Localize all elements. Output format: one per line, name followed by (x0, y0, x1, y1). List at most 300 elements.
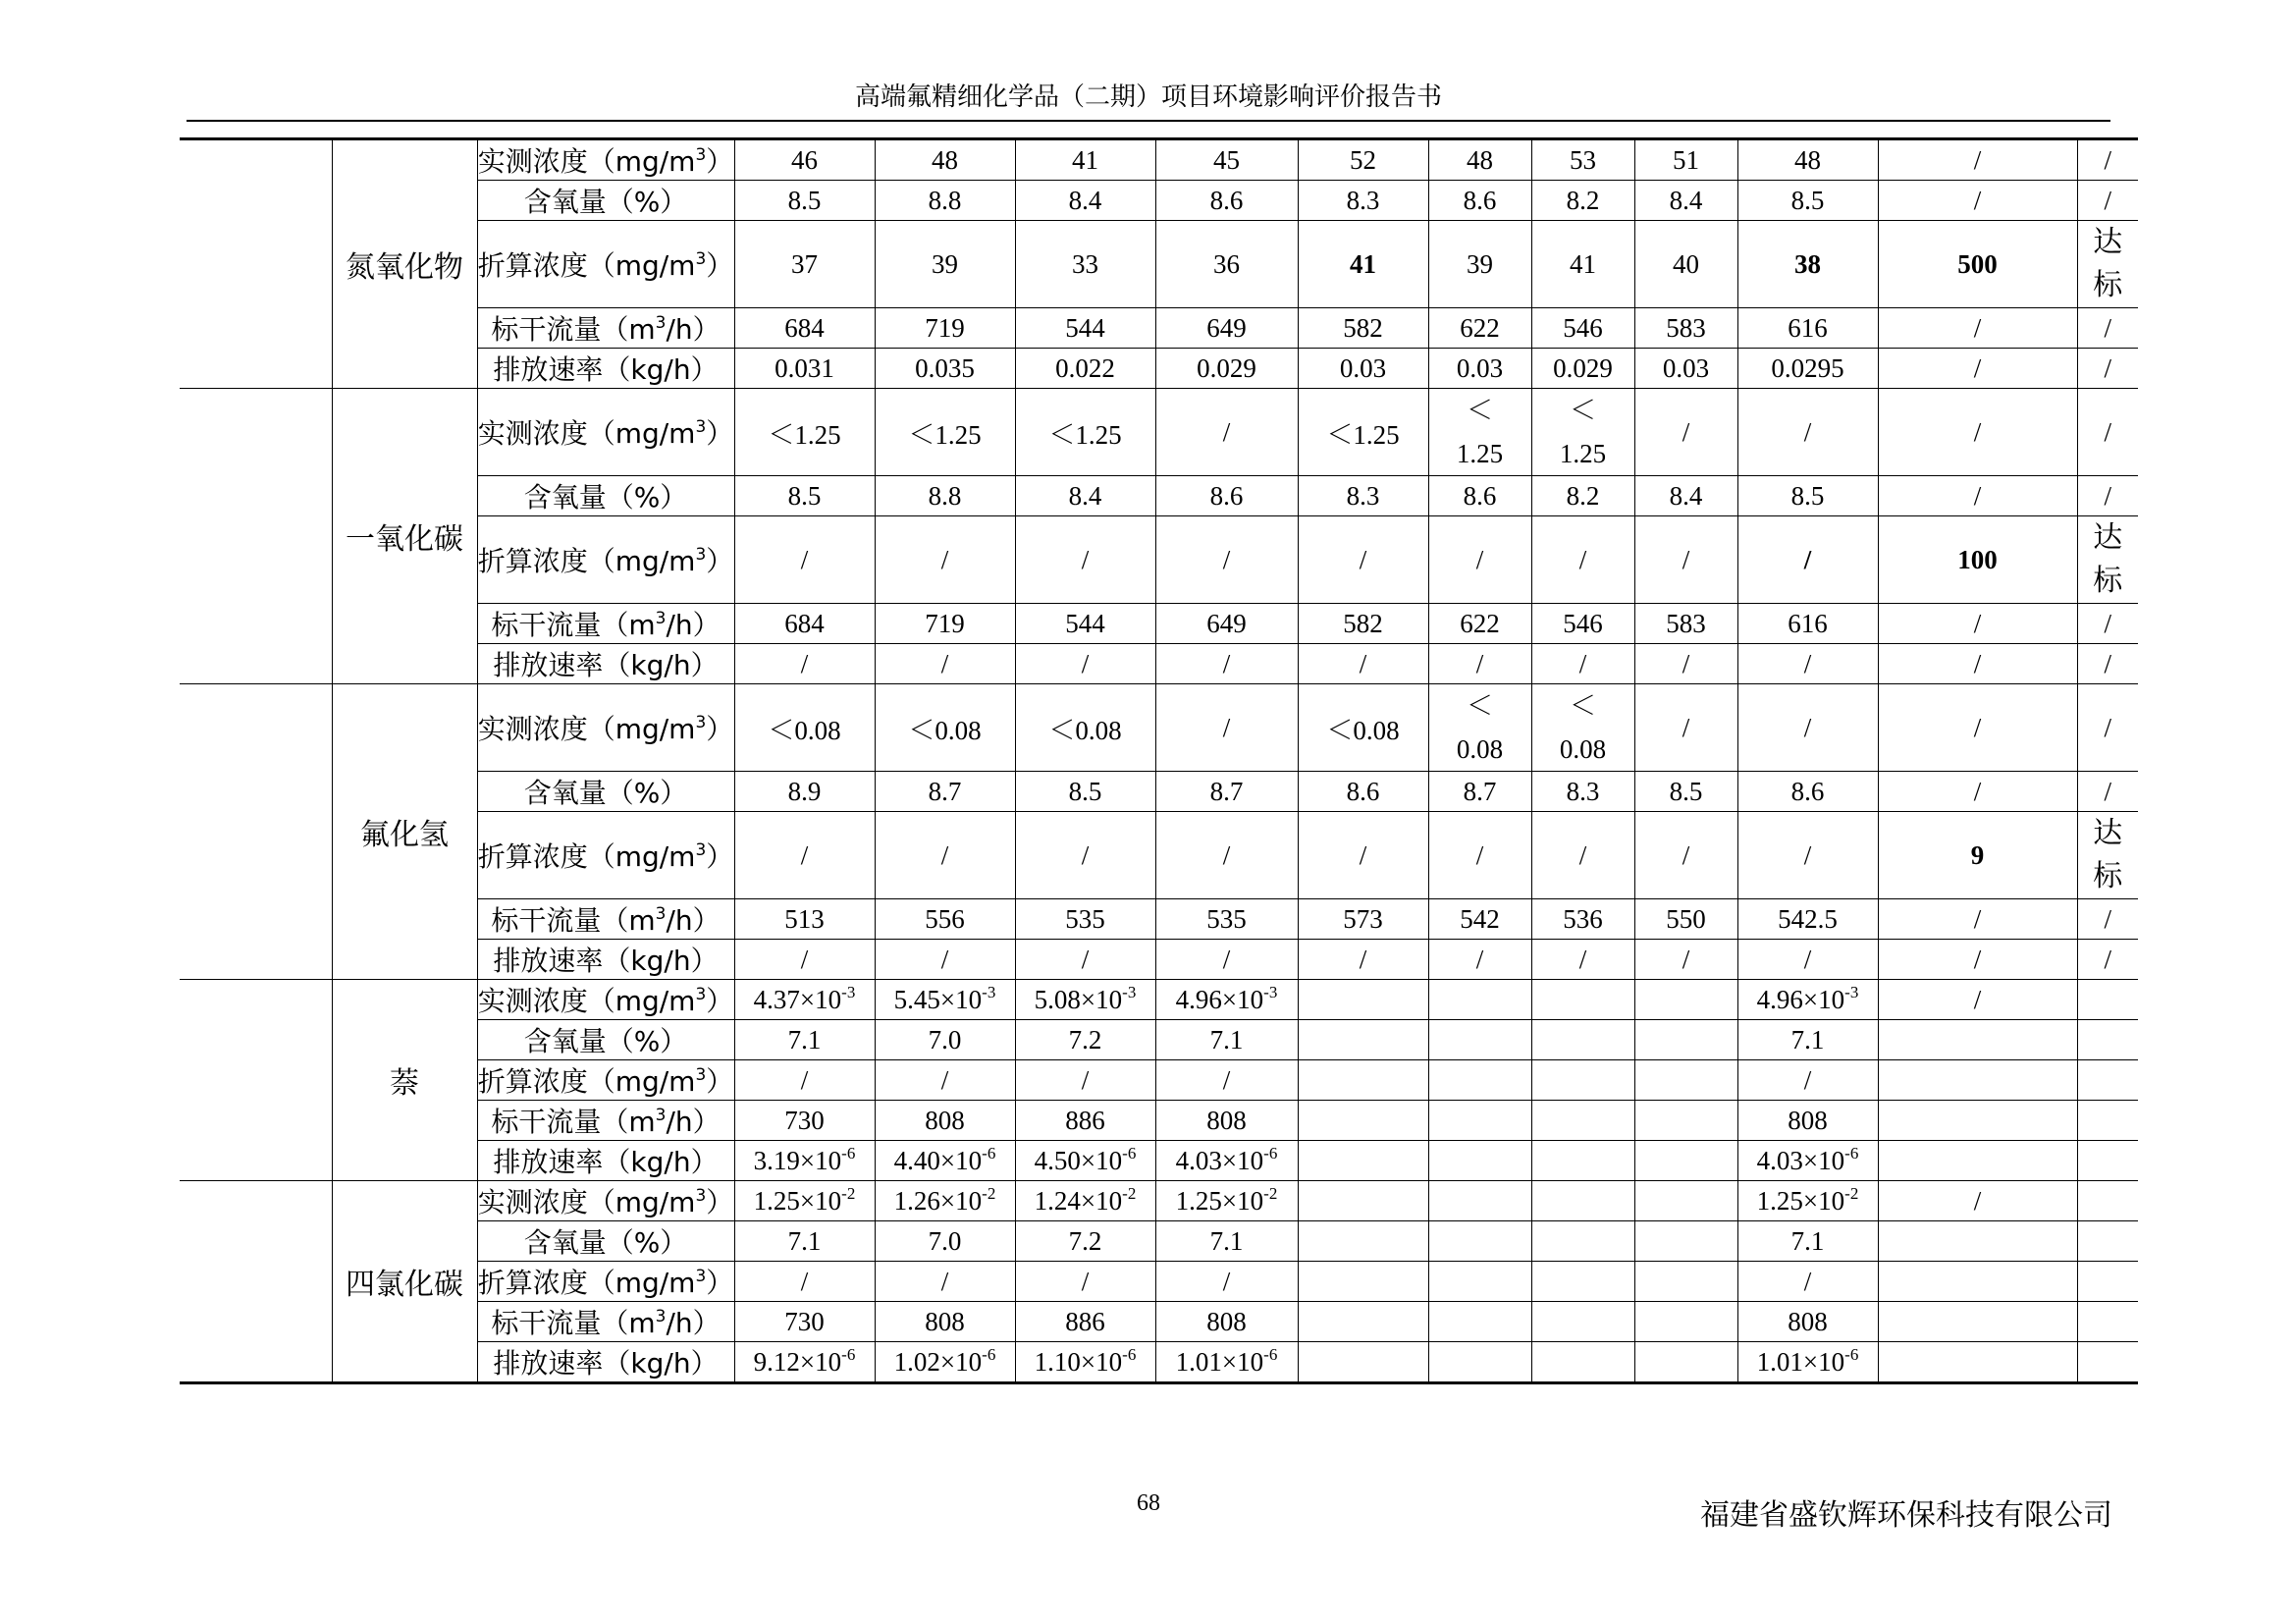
value-cell: / (1428, 644, 1531, 684)
value-cell: 8.8 (875, 476, 1015, 516)
value-cell: 7.1 (1155, 1221, 1298, 1262)
value-cell: ＜0.08 (875, 684, 1015, 772)
value-cell: 544 (1015, 308, 1155, 349)
value-cell (1428, 1020, 1531, 1060)
value-cell: 886 (1015, 1302, 1155, 1342)
value-cell: / (875, 1060, 1015, 1101)
value-cell: 48 (1428, 139, 1531, 181)
result-cell: 达 标 (2077, 516, 2138, 604)
value-cell: / (734, 1262, 875, 1302)
limit-cell: / (1878, 389, 2077, 476)
blank-cell (180, 684, 332, 980)
value-cell (1298, 1181, 1428, 1221)
value-cell: 52 (1298, 139, 1428, 181)
value-cell: $4.50\times 10^{-6}$ (1015, 1141, 1155, 1181)
parameter-label: 实测浓度$(mg/m^3)$ (477, 1181, 734, 1221)
value-cell: / (1428, 940, 1531, 980)
parameter-label: 实测浓度$(mg/m^3)$ (477, 139, 734, 181)
parameter-label: 折算浓度$(mg/m^3)$ (477, 516, 734, 604)
value-cell: 8.3 (1298, 476, 1428, 516)
parameter-label: 排放速率（kg/h） (477, 1141, 734, 1181)
value-cell: $1.25\times 10^{-2}$ (734, 1181, 875, 1221)
value-cell: / (1634, 516, 1737, 604)
parameter-label: 排放速率（kg/h） (477, 1342, 734, 1383)
value-cell (1428, 1101, 1531, 1141)
value-cell: 622 (1428, 308, 1531, 349)
result-cell (2077, 980, 2138, 1020)
value-cell (1298, 1221, 1428, 1262)
parameter-label: 折算浓度$(mg/m^3)$ (477, 221, 734, 308)
value-cell: / (875, 940, 1015, 980)
value-cell: / (1155, 1262, 1298, 1302)
value-cell: 583 (1634, 308, 1737, 349)
limit-cell: / (1878, 684, 2077, 772)
value-cell: 0.022 (1015, 349, 1155, 389)
value-cell: 39 (1428, 221, 1531, 308)
value-cell: 8.7 (1428, 772, 1531, 812)
value-cell: 8.6 (1155, 181, 1298, 221)
value-cell: 556 (875, 899, 1015, 940)
value-cell (1298, 1101, 1428, 1141)
limit-cell: / (1878, 980, 2077, 1020)
limit-cell: / (1878, 181, 2077, 221)
page-number: 68 (1137, 1490, 1160, 1516)
value-cell (1531, 1181, 1634, 1221)
result-cell (2077, 1221, 2138, 1262)
value-cell: / (1155, 940, 1298, 980)
value-cell: 536 (1531, 899, 1634, 940)
value-cell: / (875, 516, 1015, 604)
value-cell: 48 (875, 139, 1015, 181)
value-cell: $4.96\times 10^{-3}$ (1155, 980, 1298, 1020)
parameter-label: 含氧量（%） (477, 1020, 734, 1060)
value-cell: 616 (1737, 308, 1878, 349)
value-cell: / (1531, 812, 1634, 899)
value-cell: $5.08\times 10^{-3}$ (1015, 980, 1155, 1020)
parameter-label: 实测浓度$(mg/m^3)$ (477, 980, 734, 1020)
value-cell: ＜1.25 (1298, 389, 1428, 476)
value-cell: 8.5 (1737, 476, 1878, 516)
value-cell: 808 (1155, 1101, 1298, 1141)
value-cell: 8.7 (1155, 772, 1298, 812)
table-row (180, 684, 2138, 772)
value-cell: ＜ 0.08 (1531, 684, 1634, 772)
limit-cell: / (1878, 899, 2077, 940)
result-cell: / (2077, 349, 2138, 389)
value-cell: 8.4 (1015, 181, 1155, 221)
value-cell: 7.0 (875, 1020, 1015, 1060)
value-cell: / (1015, 1262, 1155, 1302)
emission-monitoring-table (180, 137, 2138, 1384)
value-cell: / (875, 644, 1015, 684)
value-cell: / (1298, 644, 1428, 684)
value-cell (1298, 1060, 1428, 1101)
value-cell: / (1737, 516, 1878, 604)
value-cell (1428, 1060, 1531, 1101)
limit-cell (1878, 1342, 2077, 1383)
pollutant-name: 萘 (332, 980, 477, 1181)
table-row (180, 980, 2138, 1020)
value-cell: $1.25\times 10^{-2}$ (1737, 1181, 1878, 1221)
value-cell: 53 (1531, 139, 1634, 181)
value-cell: 46 (734, 139, 875, 181)
result-cell: / (2077, 181, 2138, 221)
result-cell (2077, 1020, 2138, 1060)
value-cell: / (734, 516, 875, 604)
value-cell: 808 (875, 1101, 1015, 1141)
value-cell: / (1737, 684, 1878, 772)
value-cell: 37 (734, 221, 875, 308)
value-cell: 582 (1298, 604, 1428, 644)
value-cell: $1.25\times 10^{-2}$ (1155, 1181, 1298, 1221)
value-cell: ＜ 0.08 (1428, 684, 1531, 772)
limit-cell: 100 (1878, 516, 2077, 604)
value-cell: 8.6 (1155, 476, 1298, 516)
value-cell: 8.3 (1298, 181, 1428, 221)
value-cell: 573 (1298, 899, 1428, 940)
value-cell (1428, 1141, 1531, 1181)
result-cell: / (2077, 684, 2138, 772)
limit-cell (1878, 1262, 2077, 1302)
value-cell: 719 (875, 308, 1015, 349)
value-cell: 51 (1634, 139, 1737, 181)
value-cell: / (1155, 1060, 1298, 1101)
value-cell: $4.03\times 10^{-6}$ (1155, 1141, 1298, 1181)
value-cell: / (1155, 389, 1298, 476)
value-cell: $1.26\times 10^{-2}$ (875, 1181, 1015, 1221)
value-cell (1634, 1342, 1737, 1383)
value-cell: / (734, 1060, 875, 1101)
value-cell: ＜0.08 (734, 684, 875, 772)
parameter-label: 折算浓度$(mg/m^3)$ (477, 1060, 734, 1101)
result-cell: / (2077, 604, 2138, 644)
parameter-label: 含氧量（%） (477, 1221, 734, 1262)
value-cell: 45 (1155, 139, 1298, 181)
value-cell: 684 (734, 604, 875, 644)
value-cell: / (1634, 684, 1737, 772)
value-cell: 582 (1298, 308, 1428, 349)
value-cell: 0.03 (1634, 349, 1737, 389)
parameter-label: 含氧量（%） (477, 181, 734, 221)
value-cell: / (1737, 1060, 1878, 1101)
table-row (180, 389, 2138, 476)
value-cell: $4.37\times 10^{-3}$ (734, 980, 875, 1020)
value-cell (1428, 1221, 1531, 1262)
value-cell: 719 (875, 604, 1015, 644)
value-cell (1531, 1342, 1634, 1383)
result-cell (2077, 1181, 2138, 1221)
value-cell: 0.031 (734, 349, 875, 389)
value-cell (1428, 1262, 1531, 1302)
value-cell: 48 (1737, 139, 1878, 181)
value-cell: $3.19\times 10^{-6}$ (734, 1141, 875, 1181)
value-cell: / (875, 1262, 1015, 1302)
value-cell: $4.03\times 10^{-6}$ (1737, 1141, 1878, 1181)
value-cell: / (1531, 644, 1634, 684)
value-cell: / (734, 644, 875, 684)
value-cell (1634, 980, 1737, 1020)
parameter-label: 折算浓度$(mg/m^3)$ (477, 812, 734, 899)
value-cell: ＜0.08 (1015, 684, 1155, 772)
value-cell: 8.2 (1531, 476, 1634, 516)
value-cell: 36 (1155, 221, 1298, 308)
table-row (180, 1181, 2138, 1221)
parameter-label: 含氧量（%） (477, 772, 734, 812)
value-cell (1634, 1141, 1737, 1181)
value-cell: / (1298, 812, 1428, 899)
value-cell: 8.6 (1428, 476, 1531, 516)
value-cell: ＜ 1.25 (1531, 389, 1634, 476)
result-cell: / (2077, 476, 2138, 516)
value-cell (1531, 1060, 1634, 1101)
value-cell: 8.5 (1737, 181, 1878, 221)
value-cell: 8.5 (734, 181, 875, 221)
value-cell: 8.4 (1634, 476, 1737, 516)
result-cell (2077, 1060, 2138, 1101)
value-cell: $1.01\times 10^{-6}$ (1155, 1342, 1298, 1383)
blank-cell (180, 980, 332, 1181)
value-cell (1298, 1141, 1428, 1181)
value-cell (1428, 980, 1531, 1020)
value-cell: / (1015, 940, 1155, 980)
limit-cell (1878, 1141, 2077, 1181)
value-cell (1428, 1342, 1531, 1383)
value-cell: 808 (1737, 1302, 1878, 1342)
value-cell: 7.2 (1015, 1020, 1155, 1060)
value-cell (1531, 1101, 1634, 1141)
value-cell (1634, 1221, 1737, 1262)
value-cell: 8.8 (875, 181, 1015, 221)
value-cell (1634, 1181, 1737, 1221)
value-cell: 730 (734, 1302, 875, 1342)
value-cell (1634, 1262, 1737, 1302)
value-cell: 0.03 (1298, 349, 1428, 389)
limit-cell: / (1878, 940, 2077, 980)
value-cell: 39 (875, 221, 1015, 308)
value-cell: ＜1.25 (1015, 389, 1155, 476)
value-cell: 0.029 (1155, 349, 1298, 389)
value-cell: 8.6 (1737, 772, 1878, 812)
value-cell: 544 (1015, 604, 1155, 644)
value-cell: 8.4 (1634, 181, 1737, 221)
limit-cell (1878, 1302, 2077, 1342)
result-cell (2077, 1101, 2138, 1141)
pollutant-name: 一氧化碳 (332, 389, 477, 684)
parameter-label: 排放速率（kg/h） (477, 349, 734, 389)
value-cell: 0.03 (1428, 349, 1531, 389)
parameter-label: 含氧量（%） (477, 476, 734, 516)
value-cell: 40 (1634, 221, 1737, 308)
value-cell: / (1155, 516, 1298, 604)
result-cell (2077, 1302, 2138, 1342)
value-cell (1634, 1302, 1737, 1342)
limit-cell (1878, 1221, 2077, 1262)
result-cell: / (2077, 139, 2138, 181)
value-cell: 7.1 (1737, 1020, 1878, 1060)
result-cell: / (2077, 644, 2138, 684)
result-cell (2077, 1141, 2138, 1181)
result-cell (2077, 1262, 2138, 1302)
value-cell: 8.4 (1015, 476, 1155, 516)
value-cell: 8.9 (734, 772, 875, 812)
value-cell: 7.1 (1737, 1221, 1878, 1262)
value-cell: $1.01\times 10^{-6}$ (1737, 1342, 1878, 1383)
value-cell: 550 (1634, 899, 1737, 940)
value-cell: 8.3 (1531, 772, 1634, 812)
parameter-label: 实测浓度$(mg/m^3)$ (477, 684, 734, 772)
blank-cell (180, 389, 332, 684)
limit-cell: 9 (1878, 812, 2077, 899)
value-cell: 7.0 (875, 1221, 1015, 1262)
value-cell: 583 (1634, 604, 1737, 644)
value-cell (1298, 980, 1428, 1020)
limit-cell: / (1878, 349, 2077, 389)
value-cell: / (1015, 644, 1155, 684)
value-cell: / (1737, 644, 1878, 684)
value-cell: $5.45\times 10^{-3}$ (875, 980, 1015, 1020)
result-cell: 达 标 (2077, 812, 2138, 899)
value-cell: 542 (1428, 899, 1531, 940)
value-cell: 808 (1737, 1101, 1878, 1141)
value-cell: 0.0295 (1737, 349, 1878, 389)
value-cell: 886 (1015, 1101, 1155, 1141)
value-cell: / (1634, 812, 1737, 899)
limit-cell (1878, 1101, 2077, 1141)
value-cell (1428, 1302, 1531, 1342)
result-cell: / (2077, 899, 2138, 940)
value-cell: 41 (1015, 139, 1155, 181)
value-cell: ＜0.08 (1298, 684, 1428, 772)
value-cell: 7.1 (1155, 1020, 1298, 1060)
limit-cell: / (1878, 772, 2077, 812)
value-cell: 622 (1428, 604, 1531, 644)
limit-cell (1878, 1020, 2077, 1060)
value-cell: 8.6 (1428, 181, 1531, 221)
value-cell: / (1634, 644, 1737, 684)
value-cell: 546 (1531, 308, 1634, 349)
value-cell: $1.02\times 10^{-6}$ (875, 1342, 1015, 1383)
value-cell: / (1531, 940, 1634, 980)
value-cell (1298, 1302, 1428, 1342)
value-cell: / (1737, 1262, 1878, 1302)
value-cell: 730 (734, 1101, 875, 1141)
value-cell: ＜1.25 (875, 389, 1015, 476)
parameter-label: 标干流量$(m^3/h)$ (477, 1101, 734, 1141)
value-cell: 0.029 (1531, 349, 1634, 389)
value-cell: 41 (1531, 221, 1634, 308)
pollutant-name: 四氯化碳 (332, 1181, 477, 1383)
value-cell: 8.2 (1531, 181, 1634, 221)
value-cell: $1.24\times 10^{-2}$ (1015, 1181, 1155, 1221)
value-cell: 8.7 (875, 772, 1015, 812)
value-cell: / (1737, 389, 1878, 476)
page-header-title: 高端氟精细化学品（二期）项目环境影响评价报告书 (854, 82, 1442, 112)
value-cell: / (1737, 812, 1878, 899)
value-cell: / (1015, 516, 1155, 604)
parameter-label: 标干流量$(m^3/h)$ (477, 899, 734, 940)
value-cell: / (1298, 940, 1428, 980)
parameter-label: 标干流量$(m^3/h)$ (477, 604, 734, 644)
value-cell: $4.40\times 10^{-6}$ (875, 1141, 1015, 1181)
limit-cell: / (1878, 476, 2077, 516)
value-cell: / (734, 812, 875, 899)
value-cell (1298, 1020, 1428, 1060)
value-cell: / (1428, 516, 1531, 604)
table-row (180, 139, 2138, 181)
value-cell: ＜ 1.25 (1428, 389, 1531, 476)
limit-cell: / (1878, 644, 2077, 684)
value-cell: / (1155, 812, 1298, 899)
parameter-label: 折算浓度$(mg/m^3)$ (477, 1262, 734, 1302)
value-cell: 808 (1155, 1302, 1298, 1342)
value-cell: / (1155, 684, 1298, 772)
value-cell (1531, 1221, 1634, 1262)
header-divider (187, 120, 2110, 122)
value-cell (1634, 1101, 1737, 1141)
value-cell: 684 (734, 308, 875, 349)
value-cell: 535 (1015, 899, 1155, 940)
value-cell: / (1155, 644, 1298, 684)
value-cell: ＜1.25 (734, 389, 875, 476)
result-cell: / (2077, 308, 2138, 349)
value-cell: 33 (1015, 221, 1155, 308)
value-cell: 7.1 (734, 1221, 875, 1262)
value-cell: 513 (734, 899, 875, 940)
value-cell (1531, 1262, 1634, 1302)
value-cell: 41 (1298, 221, 1428, 308)
limit-cell: / (1878, 1181, 2077, 1221)
result-cell: / (2077, 940, 2138, 980)
value-cell: 616 (1737, 604, 1878, 644)
value-cell: / (1015, 812, 1155, 899)
limit-cell: 500 (1878, 221, 2077, 308)
value-cell: 649 (1155, 604, 1298, 644)
value-cell (1531, 980, 1634, 1020)
value-cell: 38 (1737, 221, 1878, 308)
result-cell: / (2077, 389, 2138, 476)
value-cell: 0.035 (875, 349, 1015, 389)
parameter-label: 排放速率（kg/h） (477, 940, 734, 980)
limit-cell (1878, 1060, 2077, 1101)
blank-cell (180, 139, 332, 389)
value-cell: 649 (1155, 308, 1298, 349)
value-cell: 8.5 (1634, 772, 1737, 812)
value-cell: 542.5 (1737, 899, 1878, 940)
parameter-label: 排放速率（kg/h） (477, 644, 734, 684)
value-cell: / (1298, 516, 1428, 604)
result-cell (2077, 1342, 2138, 1383)
value-cell (1428, 1181, 1531, 1221)
value-cell: / (1531, 516, 1634, 604)
value-cell (1634, 1020, 1737, 1060)
limit-cell: / (1878, 604, 2077, 644)
value-cell: / (734, 940, 875, 980)
blank-cell (180, 1181, 332, 1383)
value-cell: 8.5 (734, 476, 875, 516)
pollutant-name: 氟化氢 (332, 684, 477, 980)
parameter-label: 标干流量$(m^3/h)$ (477, 308, 734, 349)
value-cell: / (1634, 389, 1737, 476)
parameter-label: 标干流量$(m^3/h)$ (477, 1302, 734, 1342)
value-cell: / (1428, 812, 1531, 899)
value-cell: 8.6 (1298, 772, 1428, 812)
value-cell: 8.5 (1015, 772, 1155, 812)
limit-cell: / (1878, 139, 2077, 181)
value-cell: $9.12\times 10^{-6}$ (734, 1342, 875, 1383)
result-cell: / (2077, 772, 2138, 812)
value-cell: / (1015, 1060, 1155, 1101)
company-name: 福建省盛钦辉环保科技有限公司 (1700, 1498, 2112, 1533)
